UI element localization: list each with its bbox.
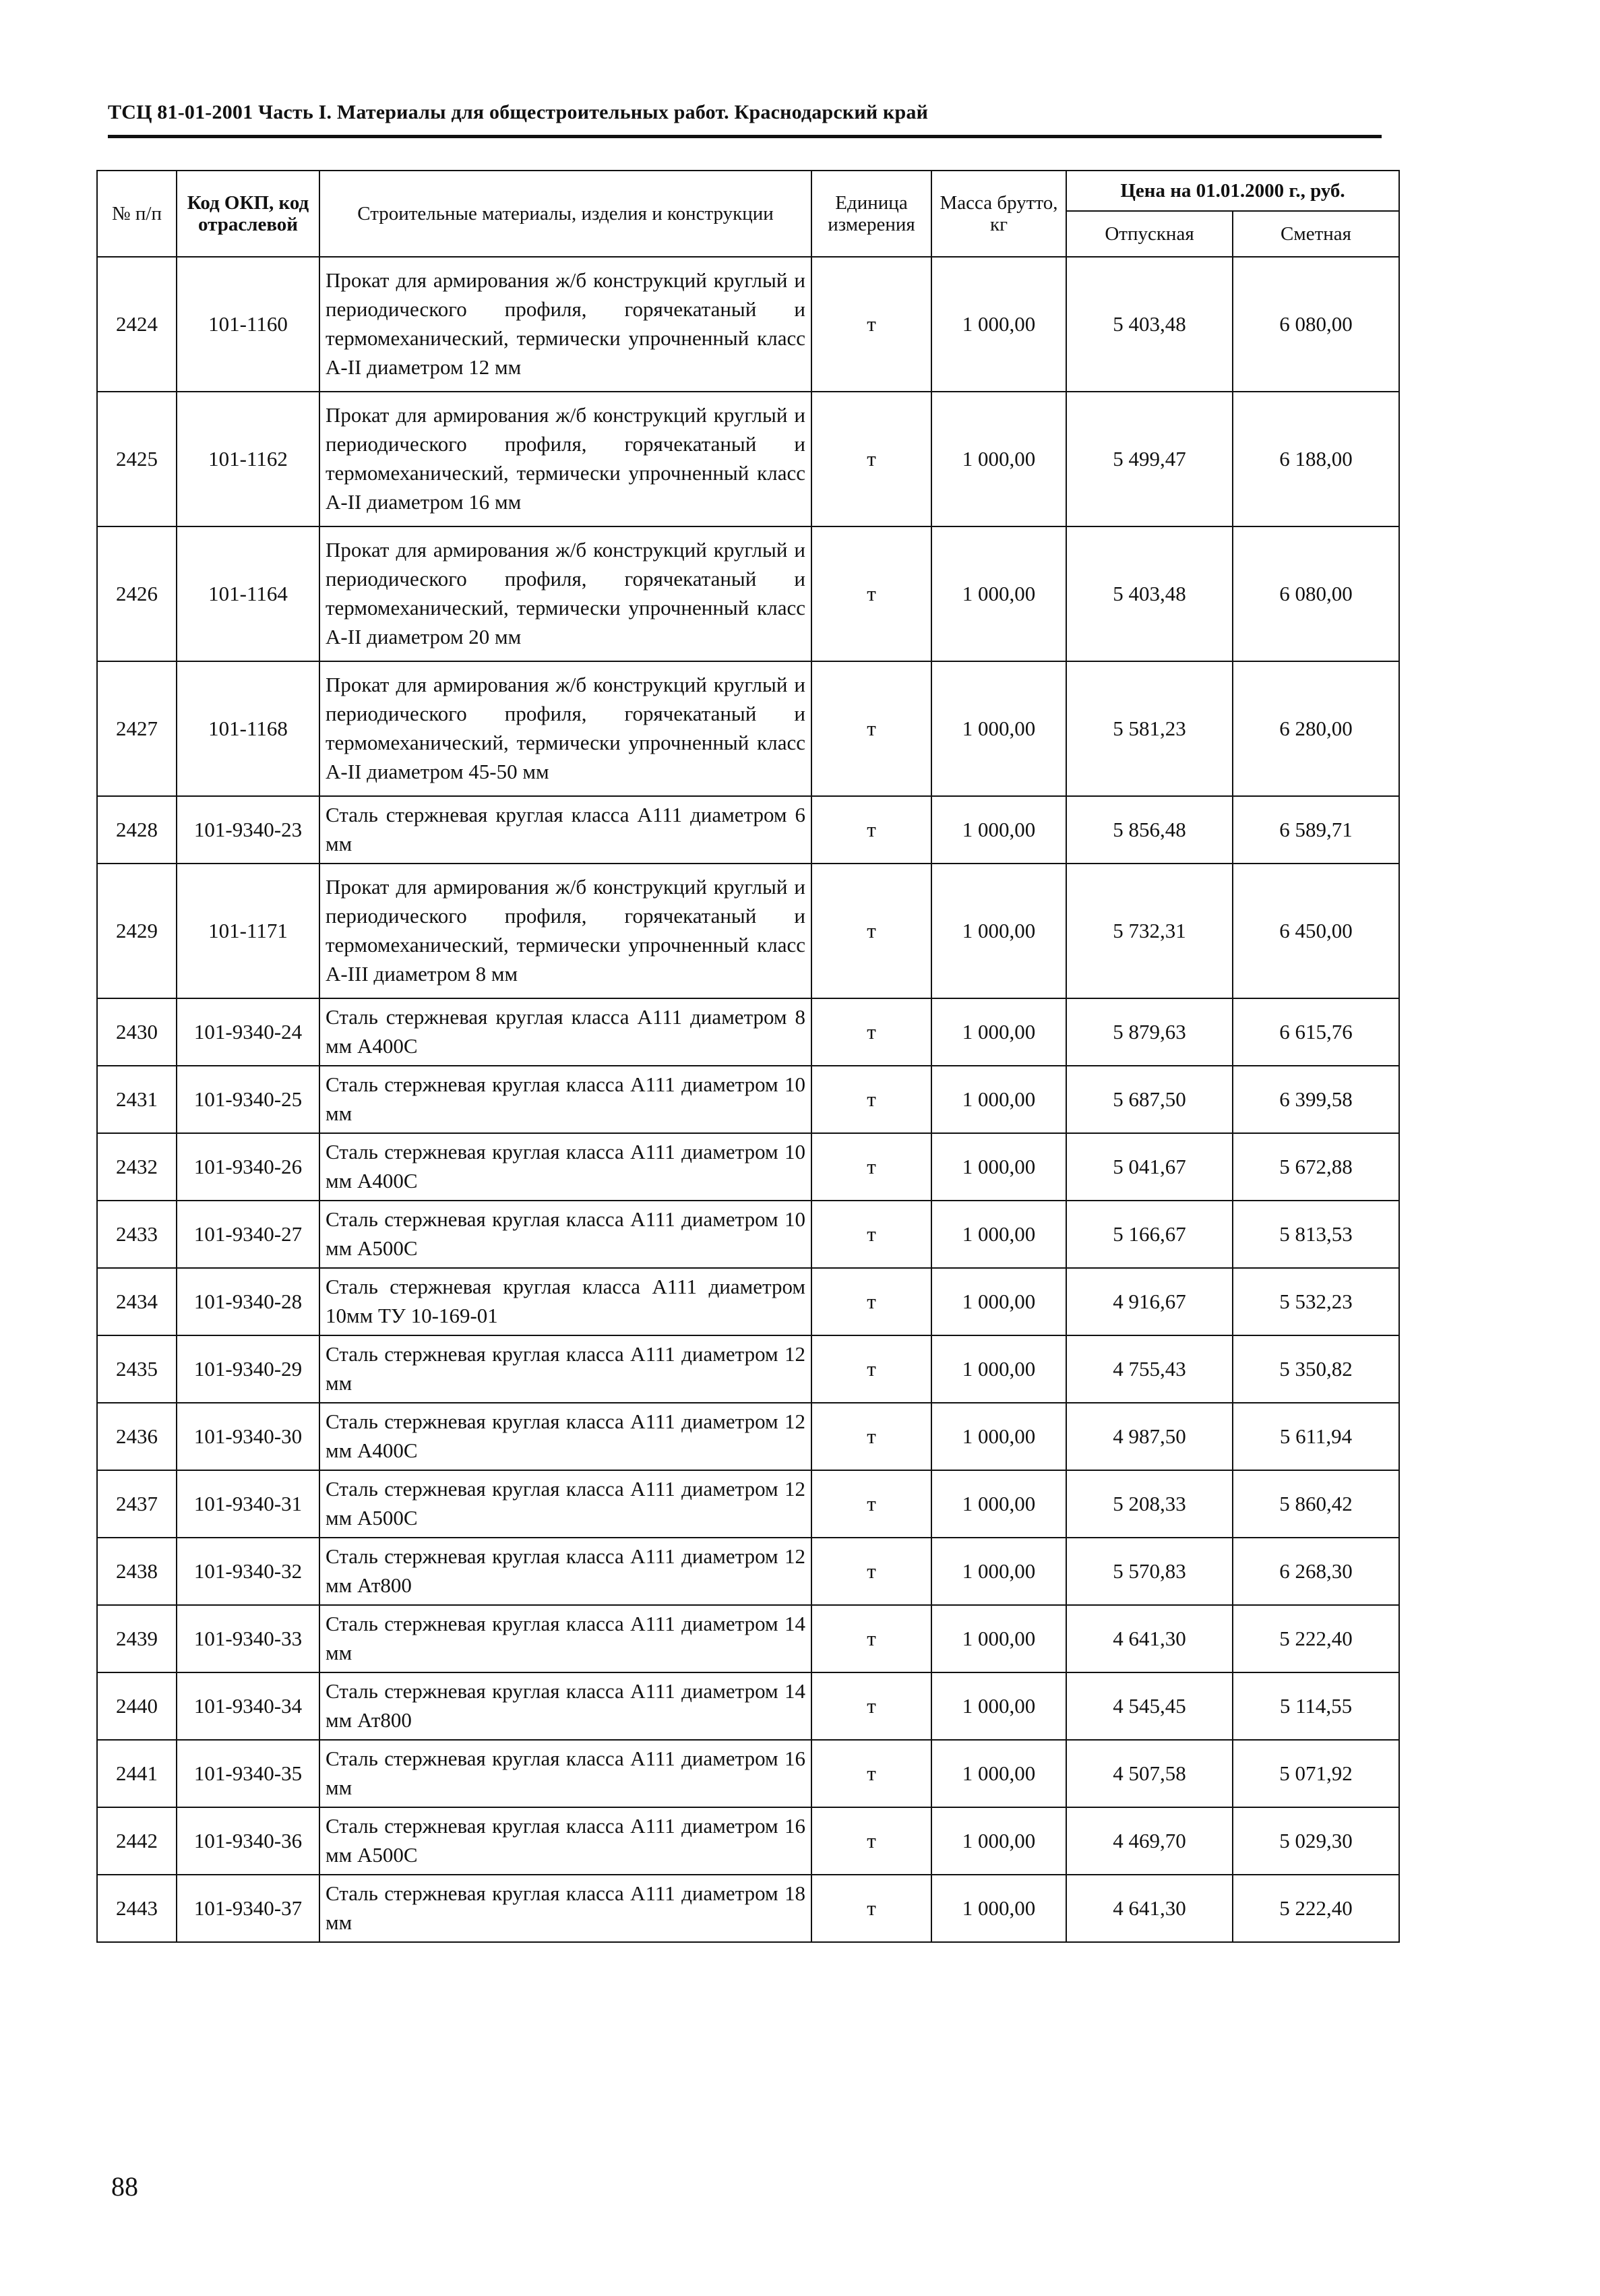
cell-mass: 1 000,00 — [931, 1538, 1066, 1605]
cell-code: 101-9340-23 — [177, 796, 319, 864]
table-body — [97, 257, 1399, 1942]
cell-estimate-price: 5 672,88 — [1233, 1133, 1399, 1201]
cell-code: 101-9340-37 — [177, 1875, 319, 1942]
col-header-price-group: Цена на 01.01.2000 г., руб. — [1066, 171, 1399, 211]
cell-num: 2439 — [97, 1605, 177, 1672]
cell-release-price: 4 507,58 — [1066, 1740, 1233, 1807]
cell-mass: 1 000,00 — [931, 392, 1066, 526]
cell-mass: 1 000,00 — [931, 1807, 1066, 1875]
cell-mass: 1 000,00 — [931, 1875, 1066, 1942]
cell-unit: т — [811, 1672, 931, 1740]
cell-unit: т — [811, 1403, 931, 1470]
cell-release-price: 5 581,23 — [1066, 661, 1233, 796]
cell-release-price: 4 469,70 — [1066, 1807, 1233, 1875]
cell-name: Сталь стержневая круглая класса А111 диаметром 12 мм А400С — [319, 1403, 811, 1470]
cell-release-price: 5 687,50 — [1066, 1066, 1233, 1133]
cell-code: 101-9340-33 — [177, 1605, 319, 1672]
cell-name: Сталь стержневая круглая класса А111 диаметром 18 мм — [319, 1875, 811, 1942]
cell-mass: 1 000,00 — [931, 998, 1066, 1066]
cell-unit: т — [811, 864, 931, 998]
cell-name: Сталь стержневая круглая класса А111 диаметром 14 мм Ат800 — [319, 1672, 811, 1740]
cell-code: 101-9340-30 — [177, 1403, 319, 1470]
cell-unit: т — [811, 661, 931, 796]
table-row — [97, 1807, 1399, 1875]
cell-release-price: 5 041,67 — [1066, 1133, 1233, 1201]
cell-mass: 1 000,00 — [931, 864, 1066, 998]
col-header-mass: Масса брутто, кг — [931, 171, 1066, 257]
cell-num: 2434 — [97, 1268, 177, 1335]
cell-release-price: 4 916,67 — [1066, 1268, 1233, 1335]
cell-release-price: 5 403,48 — [1066, 257, 1233, 392]
cell-unit: т — [811, 1740, 931, 1807]
cell-mass: 1 000,00 — [931, 1268, 1066, 1335]
cell-num: 2432 — [97, 1133, 177, 1201]
cell-num: 2431 — [97, 1066, 177, 1133]
cell-num: 2430 — [97, 998, 177, 1066]
cell-num: 2438 — [97, 1538, 177, 1605]
cell-estimate-price: 5 860,42 — [1233, 1470, 1399, 1538]
cell-unit: т — [811, 1605, 931, 1672]
cell-mass: 1 000,00 — [931, 1201, 1066, 1268]
cell-mass: 1 000,00 — [931, 661, 1066, 796]
cell-mass: 1 000,00 — [931, 1672, 1066, 1740]
cell-num: 2436 — [97, 1403, 177, 1470]
cell-mass: 1 000,00 — [931, 1403, 1066, 1470]
cell-num: 2437 — [97, 1470, 177, 1538]
cell-mass: 1 000,00 — [931, 796, 1066, 864]
cell-name: Сталь стержневая круглая класса А111 диаметром 8 мм А400С — [319, 998, 811, 1066]
cell-release-price: 5 732,31 — [1066, 864, 1233, 998]
cell-name: Прокат для армирования ж/б конструкций круглый и периодического профиля, горячекатаный и термомеханический, термически упрочненный класс А-II диаметром 45-50 мм — [319, 661, 811, 796]
table-row — [97, 1201, 1399, 1268]
cell-num: 2424 — [97, 257, 177, 392]
cell-estimate-price: 5 611,94 — [1233, 1403, 1399, 1470]
cell-mass: 1 000,00 — [931, 1605, 1066, 1672]
cell-unit: т — [811, 1807, 931, 1875]
cell-name: Сталь стержневая круглая класса А111 диаметром 10 мм А400С — [319, 1133, 811, 1201]
cell-unit: т — [811, 1133, 931, 1201]
table-row — [97, 796, 1399, 864]
cell-num: 2427 — [97, 661, 177, 796]
cell-num: 2425 — [97, 392, 177, 526]
cell-estimate-price: 6 080,00 — [1233, 257, 1399, 392]
cell-code: 101-1168 — [177, 661, 319, 796]
cell-num: 2428 — [97, 796, 177, 864]
cell-unit: т — [811, 392, 931, 526]
cell-estimate-price: 5 071,92 — [1233, 1740, 1399, 1807]
cell-num: 2440 — [97, 1672, 177, 1740]
table-row — [97, 1268, 1399, 1335]
cell-num: 2441 — [97, 1740, 177, 1807]
cell-code: 101-9340-36 — [177, 1807, 319, 1875]
cell-unit: т — [811, 1470, 931, 1538]
cell-code: 101-1160 — [177, 257, 319, 392]
cell-name: Прокат для армирования ж/б конструкций круглый и периодического профиля, горячекатаный и термомеханический, термически упрочненный класс А-III диаметром 8 мм — [319, 864, 811, 998]
table-row — [97, 1538, 1399, 1605]
cell-estimate-price: 6 080,00 — [1233, 526, 1399, 661]
cell-name: Сталь стержневая круглая класса А111 диаметром 10мм ТУ 10-169-01 — [319, 1268, 811, 1335]
cell-estimate-price: 5 532,23 — [1233, 1268, 1399, 1335]
cell-code: 101-1171 — [177, 864, 319, 998]
cell-estimate-price: 6 399,58 — [1233, 1066, 1399, 1133]
cell-estimate-price: 6 450,00 — [1233, 864, 1399, 998]
cell-code: 101-9340-31 — [177, 1470, 319, 1538]
cell-num: 2435 — [97, 1335, 177, 1403]
table-row — [97, 864, 1399, 998]
table-row — [97, 1403, 1399, 1470]
cell-code: 101-9340-25 — [177, 1066, 319, 1133]
cell-code: 101-9340-27 — [177, 1201, 319, 1268]
cell-name: Сталь стержневая круглая класса А111 диаметром 12 мм — [319, 1335, 811, 1403]
cell-estimate-price: 6 280,00 — [1233, 661, 1399, 796]
cell-release-price: 4 545,45 — [1066, 1672, 1233, 1740]
cell-unit: т — [811, 1201, 931, 1268]
cell-code: 101-9340-26 — [177, 1133, 319, 1201]
cell-unit: т — [811, 526, 931, 661]
cell-num: 2442 — [97, 1807, 177, 1875]
cell-num: 2426 — [97, 526, 177, 661]
cell-estimate-price: 5 350,82 — [1233, 1335, 1399, 1403]
page-number: 88 — [111, 2171, 138, 2202]
cell-unit: т — [811, 1066, 931, 1133]
cell-name: Сталь стержневая круглая класса А111 диаметром 12 мм А500С — [319, 1470, 811, 1538]
cell-unit: т — [811, 257, 931, 392]
cell-estimate-price: 5 029,30 — [1233, 1807, 1399, 1875]
cell-mass: 1 000,00 — [931, 1740, 1066, 1807]
cell-release-price: 5 499,47 — [1066, 392, 1233, 526]
cell-unit: т — [811, 796, 931, 864]
cell-release-price: 5 403,48 — [1066, 526, 1233, 661]
cell-unit: т — [811, 998, 931, 1066]
col-header-unit: Единица измерения — [811, 171, 931, 257]
table-row — [97, 257, 1399, 392]
cell-name: Сталь стержневая круглая класса А111 диаметром 16 мм А500С — [319, 1807, 811, 1875]
cell-name: Сталь стержневая круглая класса А111 диаметром 10 мм А500С — [319, 1201, 811, 1268]
cell-name: Прокат для армирования ж/б конструкций круглый и периодического профиля, горячекатаный и термомеханический, термически упрочненный класс А-II диаметром 16 мм — [319, 392, 811, 526]
cell-release-price: 5 879,63 — [1066, 998, 1233, 1066]
col-header-name: Строительные материалы, изделия и конструкции — [319, 171, 811, 257]
table-row — [97, 1335, 1399, 1403]
cell-mass: 1 000,00 — [931, 257, 1066, 392]
cell-estimate-price: 6 188,00 — [1233, 392, 1399, 526]
cell-release-price: 4 755,43 — [1066, 1335, 1233, 1403]
cell-release-price: 5 856,48 — [1066, 796, 1233, 864]
cell-estimate-price: 5 222,40 — [1233, 1875, 1399, 1942]
table-row — [97, 1672, 1399, 1740]
table-row — [97, 998, 1399, 1066]
cell-release-price: 4 641,30 — [1066, 1605, 1233, 1672]
cell-estimate-price: 6 268,30 — [1233, 1538, 1399, 1605]
cell-name: Сталь стержневая круглая класса А111 диаметром 16 мм — [319, 1740, 811, 1807]
cell-code: 101-9340-29 — [177, 1335, 319, 1403]
cell-release-price: 4 641,30 — [1066, 1875, 1233, 1942]
cell-code: 101-9340-28 — [177, 1268, 319, 1335]
cell-estimate-price: 6 615,76 — [1233, 998, 1399, 1066]
table-row — [97, 1066, 1399, 1133]
cell-code: 101-1162 — [177, 392, 319, 526]
table-row — [97, 526, 1399, 661]
header-rule — [108, 135, 1382, 138]
cell-num: 2429 — [97, 864, 177, 998]
cell-name: Прокат для армирования ж/б конструкций круглый и периодического профиля, горячекатаный и термомеханический, термически упрочненный класс А-II диаметром 20 мм — [319, 526, 811, 661]
col-header-estimate: Сметная — [1233, 211, 1399, 257]
cell-code: 101-9340-34 — [177, 1672, 319, 1740]
cell-release-price: 5 570,83 — [1066, 1538, 1233, 1605]
cell-mass: 1 000,00 — [931, 1066, 1066, 1133]
cell-code: 101-9340-24 — [177, 998, 319, 1066]
cell-estimate-price: 6 589,71 — [1233, 796, 1399, 864]
table-row — [97, 1605, 1399, 1672]
cell-mass: 1 000,00 — [931, 1335, 1066, 1403]
cell-unit: т — [811, 1268, 931, 1335]
cell-estimate-price: 5 813,53 — [1233, 1201, 1399, 1268]
price-table — [96, 170, 1400, 1943]
cell-name: Сталь стержневая круглая класса А111 диаметром 12 мм Ат800 — [319, 1538, 811, 1605]
cell-unit: т — [811, 1875, 931, 1942]
table-row — [97, 1875, 1399, 1942]
table-row — [97, 661, 1399, 796]
cell-name: Сталь стержневая круглая класса А111 диаметром 10 мм — [319, 1066, 811, 1133]
col-header-release: Отпускная — [1066, 211, 1233, 257]
cell-code: 101-9340-32 — [177, 1538, 319, 1605]
cell-mass: 1 000,00 — [931, 1470, 1066, 1538]
cell-release-price: 5 166,67 — [1066, 1201, 1233, 1268]
cell-name: Прокат для армирования ж/б конструкций круглый и периодического профиля, горячекатаный и термомеханический, термически упрочненный класс А-II диаметром 12 мм — [319, 257, 811, 392]
cell-unit: т — [811, 1335, 931, 1403]
col-header-num: № п/п — [97, 171, 177, 257]
table-row — [97, 1133, 1399, 1201]
table-row — [97, 1470, 1399, 1538]
cell-name: Сталь стержневая круглая класса А111 диаметром 14 мм — [319, 1605, 811, 1672]
cell-num: 2433 — [97, 1201, 177, 1268]
cell-num: 2443 — [97, 1875, 177, 1942]
table-row — [97, 1740, 1399, 1807]
cell-estimate-price: 5 114,55 — [1233, 1672, 1399, 1740]
cell-release-price: 5 208,33 — [1066, 1470, 1233, 1538]
cell-mass: 1 000,00 — [931, 1133, 1066, 1201]
cell-mass: 1 000,00 — [931, 526, 1066, 661]
col-header-code: Код ОКП, код отраслевой — [177, 171, 319, 257]
cell-estimate-price: 5 222,40 — [1233, 1605, 1399, 1672]
table-row — [97, 392, 1399, 526]
cell-name: Сталь стержневая круглая класса А111 диаметром 6 мм — [319, 796, 811, 864]
cell-release-price: 4 987,50 — [1066, 1403, 1233, 1470]
cell-unit: т — [811, 1538, 931, 1605]
cell-code: 101-9340-35 — [177, 1740, 319, 1807]
cell-code: 101-1164 — [177, 526, 319, 661]
page-header: ТСЦ 81-01-2001 Часть I. Материалы для общестроительных работ. Краснодарский край — [108, 101, 929, 123]
